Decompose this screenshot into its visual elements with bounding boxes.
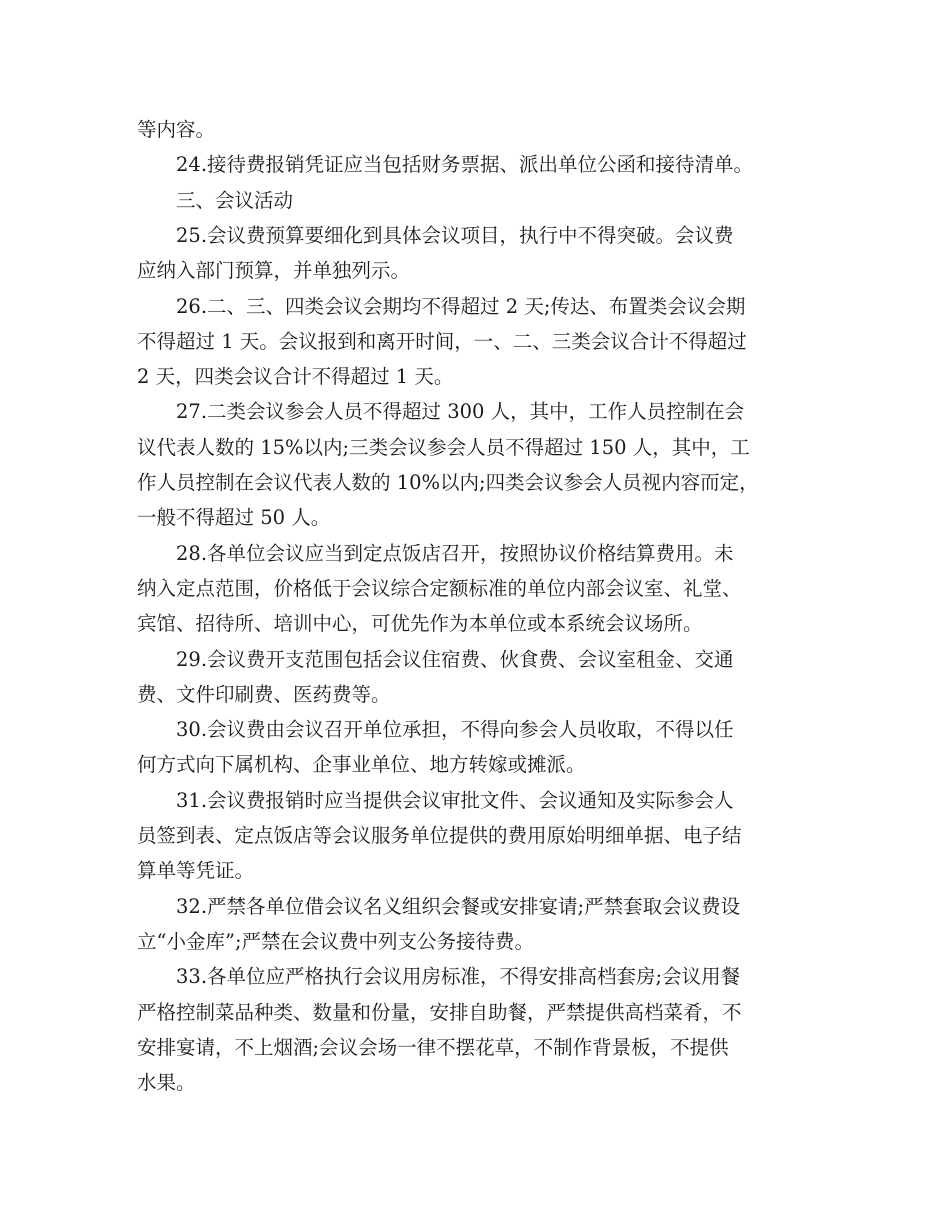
paragraph-line: 算单等凭证。 (137, 859, 255, 883)
paragraph-line: 纳入定点范围，价格低于会议综合定额标准的单位内部会议室、礼堂、 (137, 576, 742, 600)
paragraph-line: 应纳入部门预算，并单独列示。 (137, 259, 411, 283)
paragraph-line: 员签到表、定点饭店等会议服务单位提供的费用原始明细单据、电子结 (137, 824, 742, 847)
paragraph-first-line: 31.会议费报销时应当提供会议审批文件、会议通知及实际参会人 (176, 788, 734, 812)
paragraph-line: 不得超过 1 天。会议报到和离开时间，一、二、三类会议合计不得超过 (137, 329, 747, 353)
paragraph-line: 作人员控制在会议代表人数的 10%以内;四类会议参会人员视内容而定， (137, 471, 759, 494)
paragraph-line: 等内容。 (137, 118, 216, 141)
paragraph-first-line: 24.接待费报销凭证应当包括财务票据、派出单位公函和接待清单。 (176, 153, 754, 177)
paragraph-first-line: 三、会议活动 (176, 188, 294, 212)
paragraph-first-line: 30.会议费由会议召开单位承担，不得向参会人员收取，不得以任 (176, 718, 734, 742)
paragraph-line: 何方式向下属机构、企事业单位、地方转嫁或摊派。 (137, 753, 586, 777)
paragraph-line: 安排宴请，不上烟酒;会议会场一律不摆花草，不制作背景板，不提供 (137, 1035, 729, 1059)
paragraph-line: 议代表人数的 15%以内;三类会议参会人员不得超过 150 人，其中，工 (137, 435, 750, 459)
paragraph-first-line: 25.会议费预算要细化到具体会议项目，执行中不得突破。会议费 (176, 223, 734, 247)
paragraph-line: 费、文件印刷费、医药费等。 (137, 682, 391, 706)
paragraph-first-line: 26.二、三、四类会议会期均不得超过 2 天;传达、布置类会议会期 (176, 294, 746, 318)
paragraph-line: 2 天，四类会议合计不得超过 1 天。 (137, 365, 454, 389)
paragraph-line: 一般不得超过 50 人。 (137, 506, 331, 530)
paragraph-first-line: 27.二类会议参会人员不得超过 300 人，其中，工作人员控制在会 (176, 400, 745, 424)
paragraph-first-line: 28.各单位会议应当到定点饭店召开，按照协议价格结算费用。未 (176, 541, 734, 565)
paragraph-first-line: 32.严禁各单位借会议名义组织会餐或安排宴请;严禁套取会议费设 (176, 894, 741, 918)
paragraph-first-line: 33.各单位应严格执行会议用房标准，不得安排高档套房;会议用餐 (176, 965, 741, 989)
paragraph-line: 水果。 (137, 1071, 196, 1095)
paragraph-line: 严格控制菜品种类、数量和份量，安排自助餐，严禁提供高档菜肴，不 (137, 1000, 742, 1024)
paragraph-first-line: 29.会议费开支范围包括会议住宿费、伙食费、会议室租金、交通 (176, 647, 734, 671)
paragraph-line: 立“小金库”;严禁在会议费中列支公务接待费。 (137, 929, 535, 953)
paragraph-line: 宾馆、招待所、培训中心，可优先作为本单位或本系统会议场所。 (137, 612, 703, 636)
